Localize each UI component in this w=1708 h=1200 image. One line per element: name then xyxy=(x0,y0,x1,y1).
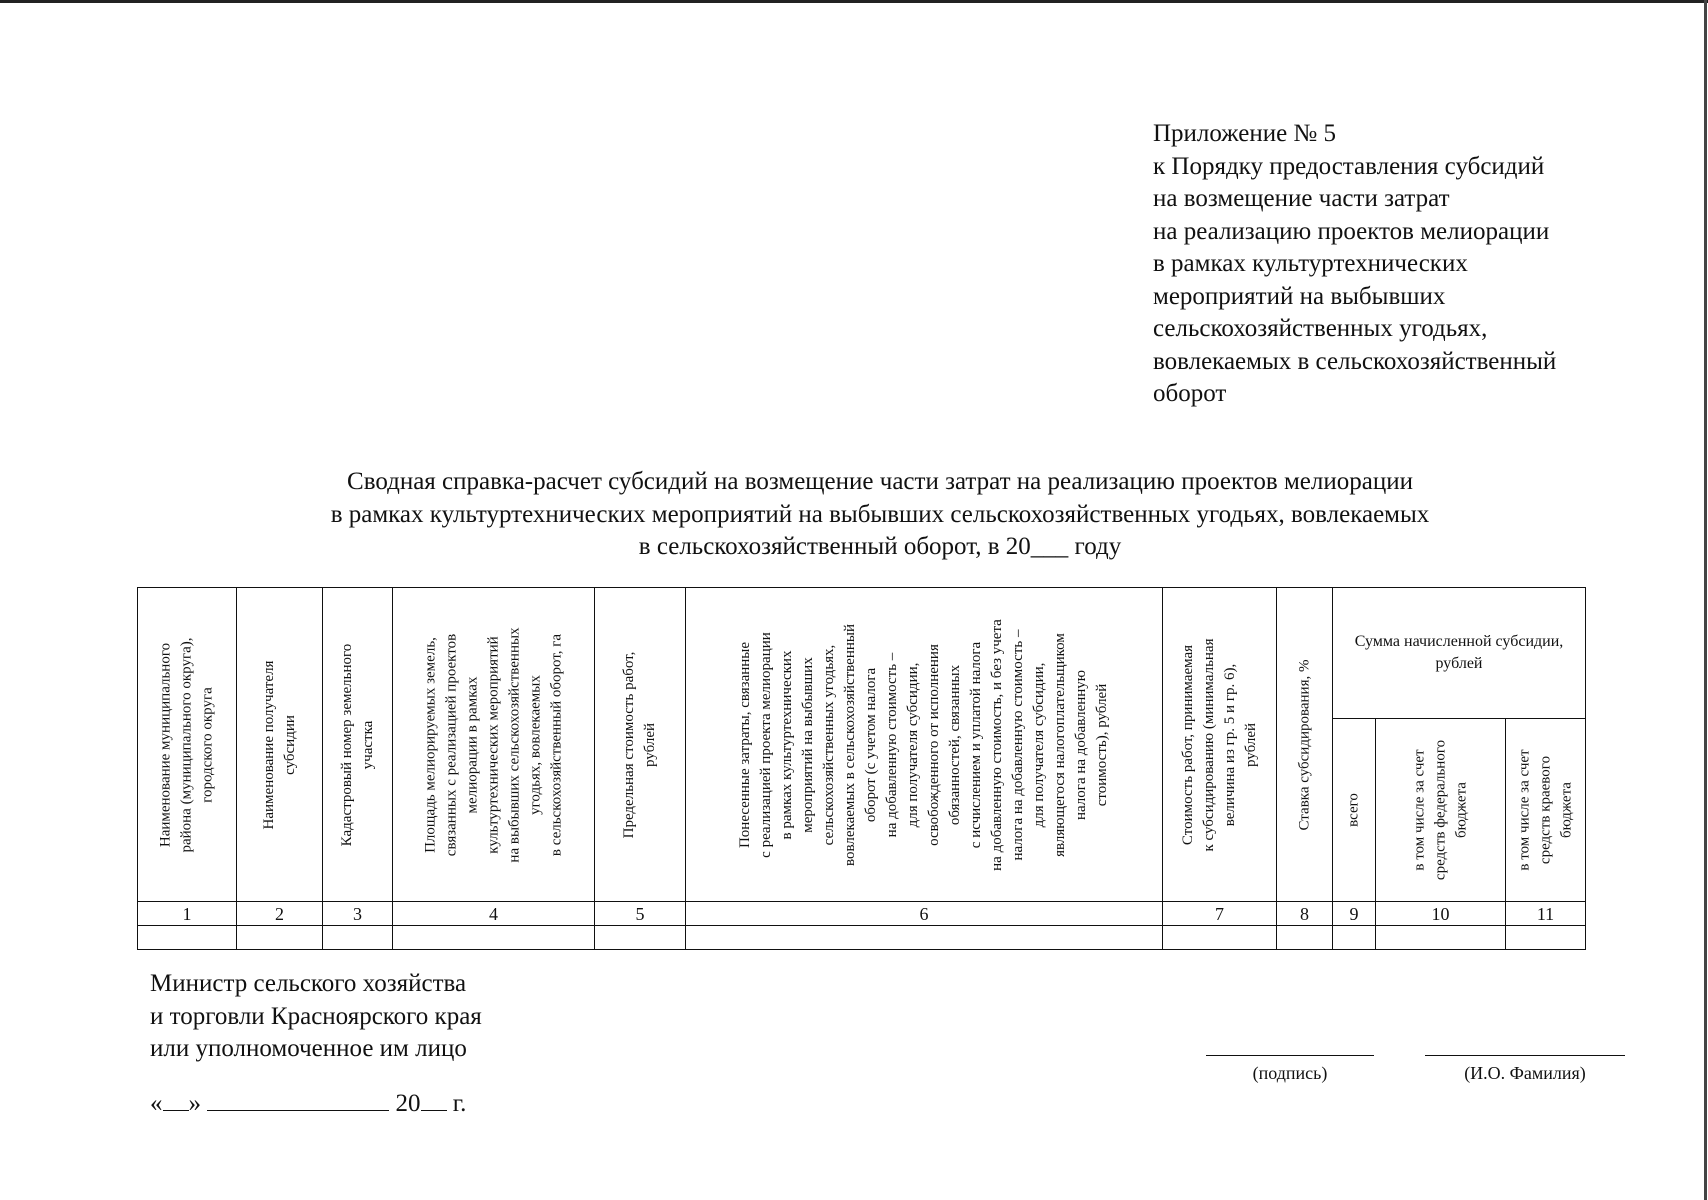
appendix-line: мероприятий на выбывших xyxy=(1153,282,1446,310)
date-year-prefix: 20 xyxy=(395,1090,421,1117)
header-recipient xyxy=(237,588,323,902)
header-accepted-cost-text: Стоимость работ, принимаемая к субсидированию (минимальная величина из гр. 5 и гр. 6), рублей xyxy=(1179,638,1259,851)
header-recipient-text: Наименование получателя субсидии xyxy=(260,660,298,829)
minister-line: Министр сельского хозяйства xyxy=(150,970,467,997)
header-area xyxy=(393,588,595,902)
table-cell xyxy=(393,926,595,950)
appendix-line: оборот xyxy=(1153,380,1227,407)
title-line: в рамках культуртехнических мероприятий на выбывших сельскохозяйственных угодьях, вовлекаемых xyxy=(330,500,1430,528)
appendix-note xyxy=(1153,118,1673,411)
header-federal-budget-text: в том числе за счет средств федерального бюджета xyxy=(1411,739,1469,881)
scan-edge-top xyxy=(0,0,1708,3)
title-line: Сводная справка-расчет субсидий на возмещение части затрат на реализацию проектов мелиорации xyxy=(347,468,1413,495)
column-number: 4 xyxy=(393,902,595,926)
column-number: 9 xyxy=(1333,902,1376,926)
appendix-line: на реализацию проектов мелиорации xyxy=(1153,217,1550,245)
column-number: 10 xyxy=(1376,902,1506,926)
column-number: 8 xyxy=(1277,902,1333,926)
header-incurred-costs xyxy=(686,588,1163,902)
column-number: 6 xyxy=(686,902,1163,926)
minister-block xyxy=(150,968,710,1066)
appendix-line: к Порядку предоставления субсидий xyxy=(1153,152,1545,180)
header-accepted-cost xyxy=(1163,588,1277,902)
date-day-blank xyxy=(163,1090,189,1111)
table-cell xyxy=(1333,926,1376,950)
date-year-blank xyxy=(421,1090,447,1111)
title-line: в сельскохозяйственный оборот, в 20___ году xyxy=(638,533,1122,560)
table-cell xyxy=(237,926,323,950)
table-cell xyxy=(138,926,237,950)
header-total-text: всего xyxy=(1345,793,1362,827)
full-name-field xyxy=(1425,1055,1625,1084)
appendix-line: в рамках культуртехнических xyxy=(1153,250,1468,277)
column-number: 1 xyxy=(138,902,237,926)
scan-edge-right xyxy=(1704,0,1707,1200)
header-subsidy-rate xyxy=(1277,588,1333,902)
appendix-line: сельскохозяйственных угодьях, xyxy=(1153,315,1488,342)
header-federal-budget xyxy=(1376,719,1506,902)
header-district xyxy=(138,588,237,902)
appendix-line: Приложение № 5 xyxy=(1153,120,1337,147)
table-cell xyxy=(1163,926,1277,950)
date-month-blank xyxy=(207,1090,389,1111)
column-number: 7 xyxy=(1163,902,1277,926)
appendix-line: на возмещение части затрат xyxy=(1153,185,1450,212)
document-title xyxy=(150,466,1610,564)
full-name-label: (И.О. Фамилия) xyxy=(1464,1063,1586,1083)
header-district-text: Наименование муниципального района (муниципального округа), городского округа xyxy=(157,636,216,853)
header-incurred-costs-text: Понесенные затраты, связанные с реализацией проекта мелиорации в рамках культуртехнических мероприятий на выбывших сельскохозяйственных угодьях, вовлекаемых в сельскохозяйственный оборот (с учетом налога на добавленную стоимость – для получателя субсидии, освобожденного от исполнения обязанностей, связанных с исчислением и уплатой налога на добавленную стоимость, и без учета налога на добавленную стоимость – для получателя субсидии, являющегося налогоплательщиком налога на добавленную стоимость), рублей xyxy=(737,618,1110,871)
table-cell xyxy=(323,926,393,950)
column-number-row xyxy=(138,902,1586,926)
minister-line: и торговли Красноярского края xyxy=(150,1002,482,1030)
header-subsidy-rate-text: Ставка субсидирования, % xyxy=(1296,659,1312,830)
header-regional-budget xyxy=(1506,719,1586,902)
signature-label: (подпись) xyxy=(1252,1063,1328,1083)
table-cell xyxy=(1376,926,1506,950)
table-cell xyxy=(1506,926,1586,950)
column-number: 2 xyxy=(237,902,323,926)
header-max-cost xyxy=(595,588,686,902)
column-number: 5 xyxy=(595,902,686,926)
appendix-line: вовлекаемых в сельскохозяйственный xyxy=(1153,347,1557,375)
signature-field xyxy=(1206,1055,1374,1084)
table-cell xyxy=(686,926,1163,950)
header-area-text: Площадь мелиорируемых земель, связанных с реализацией проектов мелиорации в рамках культуртехнических мероприятий на выбывших сельскохозяйственных угодьях, вовлекаемых в сельскохозяйственный оборот, га xyxy=(422,626,564,863)
header-subsidy-sum: Сумма начисленной субсидии, рублей xyxy=(1333,588,1586,719)
table-cell xyxy=(595,926,686,950)
header-cadastral-text: Кадастровый номер земельного участка xyxy=(338,643,376,846)
minister-line: или уполномоченное им лицо xyxy=(150,1035,467,1062)
date-quote-open: « xyxy=(150,1090,163,1117)
header-max-cost-text: Предельная стоимость работ, рублей xyxy=(621,651,658,838)
date-year-suffix: г. xyxy=(452,1090,467,1117)
subsidy-calculation-table xyxy=(137,587,1586,950)
date-line xyxy=(150,1090,466,1118)
header-regional-budget-text: в том числе за счет средств краевого бюджета xyxy=(1516,749,1574,871)
table-row xyxy=(138,926,1586,950)
header-cadastral-number xyxy=(323,588,393,902)
header-total xyxy=(1333,719,1376,902)
column-number: 11 xyxy=(1506,902,1586,926)
date-quote-close: » xyxy=(188,1090,201,1117)
column-number: 3 xyxy=(323,902,393,926)
table-cell xyxy=(1277,926,1333,950)
